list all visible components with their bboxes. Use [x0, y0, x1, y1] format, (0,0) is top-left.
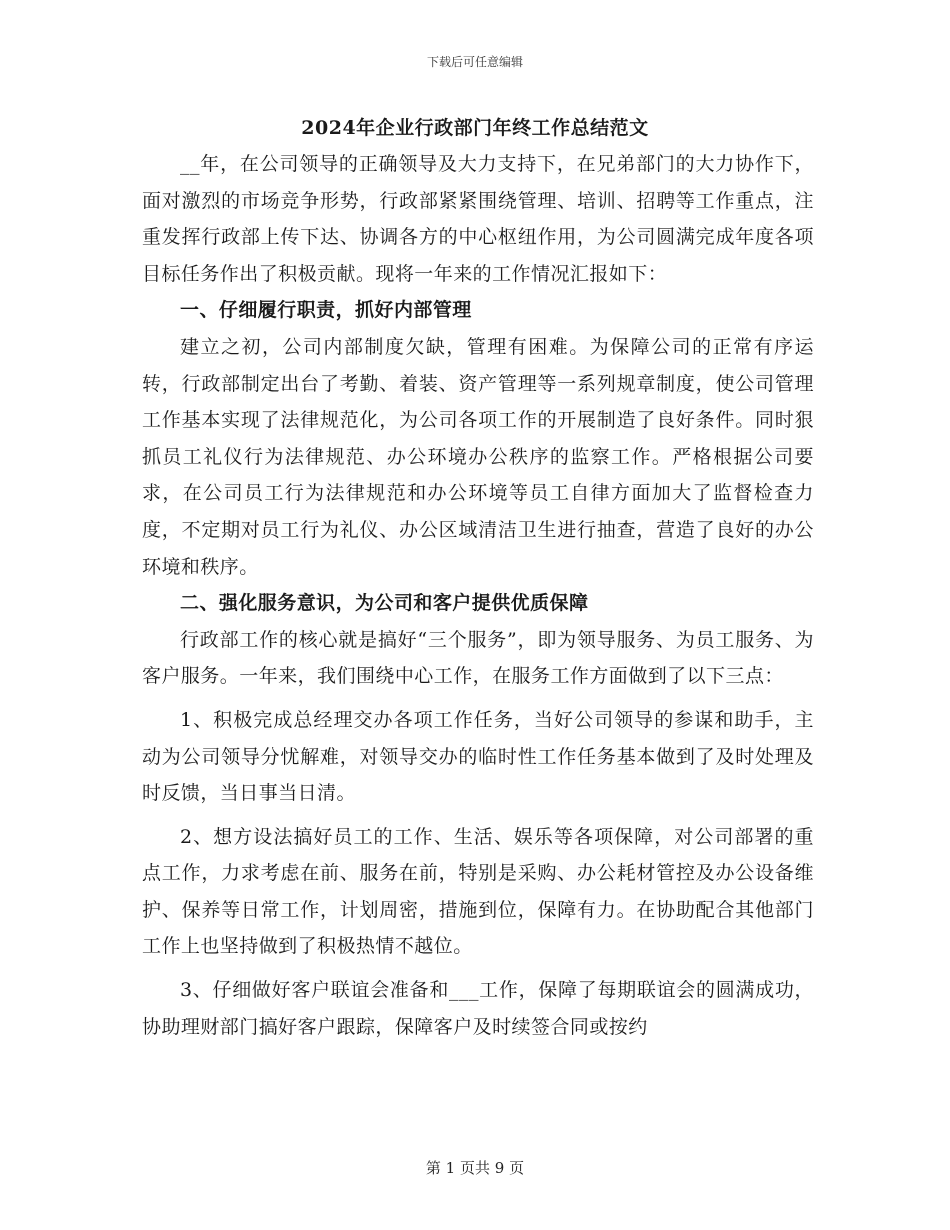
page-header: 下载后可任意编辑 [426, 55, 523, 69]
page-footer: 第 1 页共 9 页 [425, 1159, 525, 1177]
list-item-3: 3、仔细做好客户联谊会准备和___工作，保障了每期联谊会的圆满成功，协助理财部门搞好客户跟踪，保障客户及时续签合同或按约 [142, 979, 814, 1038]
intro-paragraph: __年，在公司领导的正确领导及大力支持下，在兄弟部门的大力协作下，面对激烈的市场竞争形势，行政部紧紧围绕管理、培训、招聘等工作重点，注重发挥行政部上传下达、协调各方的中心枢纽作用，为公司圆满完成年度各项目标任务作出了积极贡献。现将一年来的工作情况汇报如下： [142, 153, 814, 285]
document-title: 2024年企业行政部门年终工作总结范文 [301, 117, 649, 139]
list-item-2: 2、想方设法搞好员工的工作、生活、娱乐等各项保障，对公司部署的重点工作，力求考虑在前、服务在前，特别是采购、办公耗材管控及办公设备维护、保养等日常工作，计划周密，措施到位，保障有力。在协助配合其他部门工作上也坚持做到了积极热情不越位。 [142, 825, 814, 958]
section-heading-2: 二、强化服务意识，为公司和客户提供优质保障 [180, 592, 589, 615]
list-item-1: 1、积极完成总经理交办各项工作任务，当好公司领导的参谋和助手，主动为公司领导分忧解难，对领导交办的临时性工作任务基本做到了及时处理及时反馈，当日事当日清。 [142, 708, 814, 805]
section-1-paragraph: 建立之初，公司内部制度欠缺，管理有困难。为保障公司的正常有序运转，行政部制定出台了考勤、着装、资产管理等一系列规章制度，使公司管理工作基本实现了法律规范化，为公司各项工作的开展制造了良好条件。同时狠抓员工礼仪行为法律规范、办公环境办公秩序的监察工作。严格根据公司要求，在公司员工行为法律规范和办公环境等员工自律方面加大了监督检查力度，不定期对员工行为礼仪、办公区域清洁卫生进行抽查，营造了良好的办公环境和秩序。 [142, 335, 814, 578]
document-body [142, 146, 814, 1045]
section-2-paragraph: 行政部工作的核心就是搞好“三个服务”，即为领导服务、为员工服务、为客户服务。一年来，我们围绕中心工作，在服务工作方面做到了以下三点： [142, 628, 814, 688]
section-heading-1: 一、仔细履行职责，抓好内部管理 [180, 299, 472, 322]
